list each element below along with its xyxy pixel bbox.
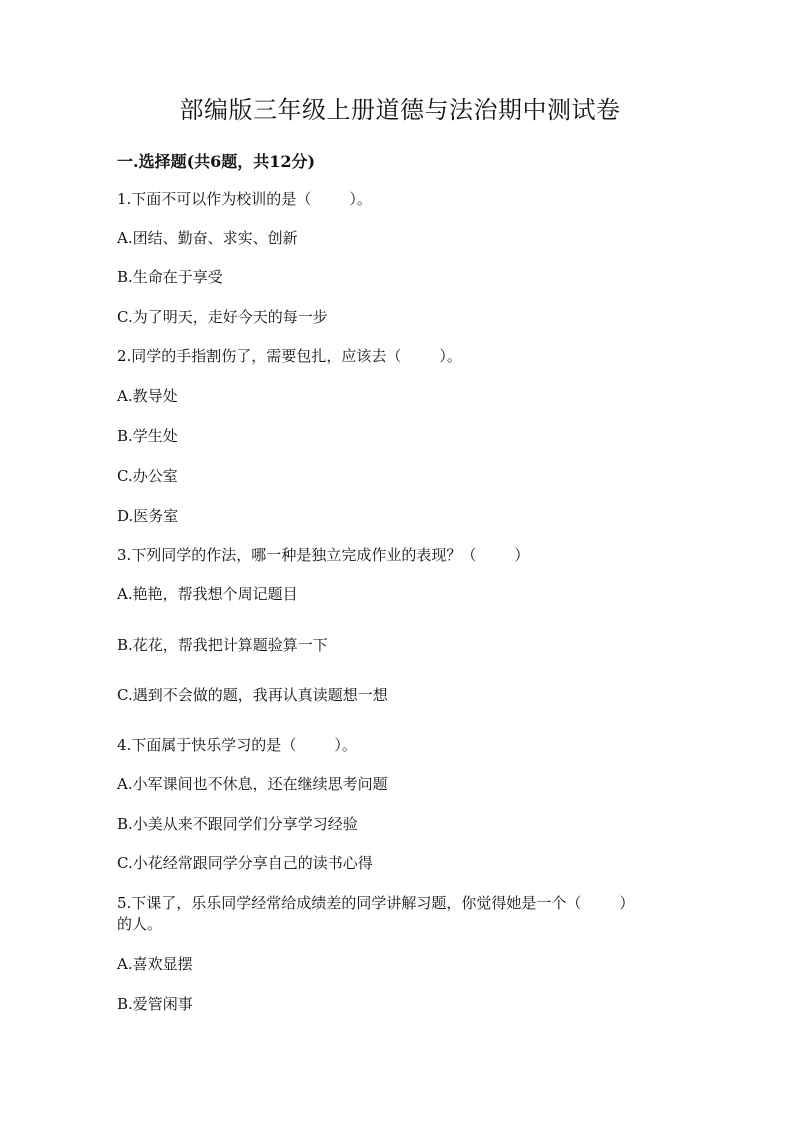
question-2-stem-before: 2.同学的手指割伤了，需要包扎，应该去（ bbox=[117, 347, 402, 365]
question-3-stem-after: ） bbox=[514, 546, 530, 564]
question-5-option-a: A.喜欢显摆 bbox=[117, 955, 193, 973]
question-2-option-c: C.办公室 bbox=[117, 467, 178, 485]
question-1-option-a: A.团结、勤奋、求实、创新 bbox=[117, 229, 298, 247]
page-title: 部编版三年级上册道德与法治期中测试卷 bbox=[179, 96, 621, 124]
question-2-stem bbox=[117, 345, 462, 367]
question-3-stem bbox=[117, 544, 529, 566]
question-3-stem-before: 3.下列同学的作法，哪一种是独立完成作业的表现？（ bbox=[117, 546, 477, 564]
question-3-option-b: B.花花，帮我把计算题验算一下 bbox=[117, 636, 328, 654]
question-4-stem-before: 4.下面属于快乐学习的是（ bbox=[117, 736, 297, 754]
question-4-stem-after: ）。 bbox=[334, 736, 357, 754]
question-1-stem bbox=[117, 188, 372, 210]
question-5-stem-after: ） bbox=[619, 894, 635, 912]
question-4-stem bbox=[117, 734, 357, 756]
question-4-option-c: C.小花经常跟同学分享自己的读书心得 bbox=[117, 854, 373, 872]
question-5-stem bbox=[117, 892, 634, 914]
section-heading: 一.选择题(共6题，共12分) bbox=[117, 152, 316, 171]
question-5-stem-line2: 的人。 bbox=[117, 915, 163, 933]
question-4-option-b: B.小美从来不跟同学们分享学习经验 bbox=[117, 815, 358, 833]
question-2-option-a: A.教导处 bbox=[117, 387, 178, 405]
question-1-option-b: B.生命在于享受 bbox=[117, 268, 223, 286]
question-1-stem-after: ）。 bbox=[349, 190, 372, 208]
question-2-option-d: D.医务室 bbox=[117, 507, 179, 525]
question-2-option-b: B.学生处 bbox=[117, 427, 178, 445]
question-2-stem-after: ）。 bbox=[439, 347, 462, 365]
question-3-option-a: A.艳艳，帮我想个周记题目 bbox=[117, 585, 298, 603]
question-5-option-b: B.爱管闲事 bbox=[117, 995, 193, 1013]
question-1-stem-before: 1.下面不可以作为校训的是（ bbox=[117, 190, 312, 208]
question-3-option-c: C.遇到不会做的题，我再认真读题想一想 bbox=[117, 686, 388, 704]
question-4-option-a: A.小军课间也不休息，还在继续思考问题 bbox=[117, 775, 388, 793]
question-5-stem-before: 5.下课了，乐乐同学经常给成绩差的同学讲解习题，你觉得她是一个（ bbox=[117, 894, 582, 912]
question-1-option-c: C.为了明天，走好今天的每一步 bbox=[117, 308, 328, 326]
